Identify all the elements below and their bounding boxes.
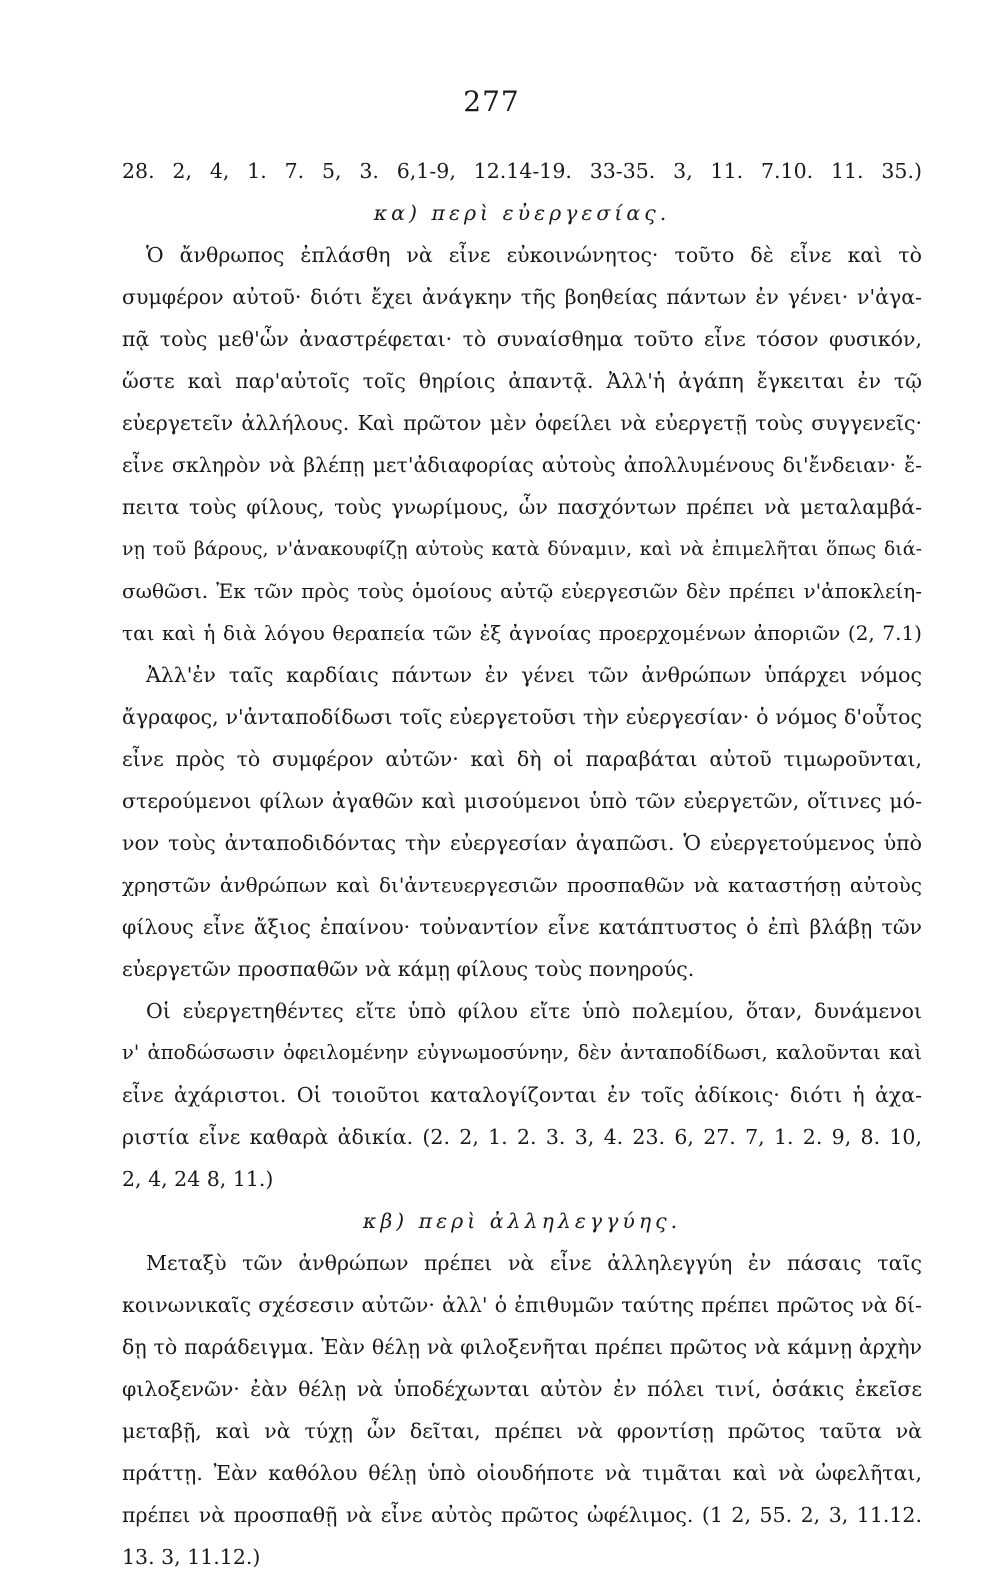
text-line: εἶνε σκληρὸν νὰ βλέπῃ μετ'ἀδιαφορίας αὐτοὺς ἀπολλυμένους δι'ἔνδειαν· ἔ-: [122, 453, 922, 477]
text-line: χρηστῶν ἀνθρώπων καὶ δι'ἀντευεργεσιῶν προσπαθῶν νὰ καταστήσῃ αὐτοὺς: [122, 873, 922, 897]
text-line: φίλους εἶνε ἄξιος ἐπαίνου· τοὐναντίον εἶνε κατάπτυστος ὁ ἐπὶ βλάβῃ τῶν: [122, 915, 922, 939]
text-line: δῃ τὸ παράδειγμα. Ἐὰν θέλῃ νὰ φιλοξενῆται πρέπει πρῶτος νὰ κάμνῃ ἀρχὴν: [122, 1335, 922, 1359]
text-line: Οἱ εὐεργετηθέντες εἴτε ὑπὸ φίλου εἴτε ὑπὸ πολεμίου, ὅταν, δυνάμενοι: [146, 999, 922, 1023]
text-body: [122, 150, 922, 1578]
text-line: φιλοξενῶν· ἐὰν θέλῃ νὰ ὑποδέχωνται αὐτὸν ἐν πόλει τινί, ὁσάκις ἐκεῖσε: [122, 1377, 922, 1401]
text-line: κοινωνικαῖς σχέσεσιν αὐτῶν· ἀλλ' ὁ ἐπιθυμῶν ταύτης πρέπει πρῶτος νὰ δί-: [122, 1293, 922, 1317]
text-line: 28. 2, 4, 1. 7. 5, 3. 6,1-9, 12.14-19. 33-35. 3, 11. 7.10. 11. 35.): [122, 159, 922, 183]
text-line: εὐεργετεῖν ἀλλήλους. Καὶ πρῶτον μὲν ὀφείλει νὰ εὐεργετῇ τοὺς συγγενεῖς·: [122, 411, 922, 435]
text-line: στερούμενοι φίλων ἀγαθῶν καὶ μισούμενοι ὑπὸ τῶν εὐεργετῶν, οἵτινες μό-: [122, 789, 922, 813]
text-line: Ὁ ἄνθρωπος ἐπλάσθη νὰ εἶνε εὐκοινώνητος· τοῦτο δὲ εἶνε καὶ τὸ: [146, 243, 922, 267]
text-line: ριστία εἶνε καθαρὰ ἀδικία. (2. 2, 1. 2. 3. 3, 4. 23. 6, 27. 7, 1. 2. 9, 8. 10,: [122, 1125, 922, 1149]
page-number: 277: [463, 85, 520, 118]
text-line: εἶνε πρὸς τὸ συμφέρον αὐτῶν· καὶ δὴ οἱ παραβάται αὐτοῦ τιμωροῦνται,: [122, 747, 922, 771]
text-line: πειτα τοὺς φίλους, τοὺς γνωρίμους, ὧν πασχόντων πρέπει νὰ μεταλαμβά-: [122, 495, 922, 519]
text-line: Ἀλλ'ἐν ταῖς καρδίαις πάντων ἐν γένει τῶν ἀνθρώπων ὑπάρχει νόμος: [146, 663, 922, 687]
section-heading: κα) περὶ εὐεργεσίας.: [373, 201, 671, 225]
text-line: ὥστε καὶ παρ'αὐτοῖς τοῖς θηρίοις ἀπαντᾷ. Ἀλλ'ἡ ἀγάπη ἔγκειται ἐν τῷ: [122, 369, 922, 393]
text-line: νῃ τοῦ βάρους, ν'ἀνακουφίζῃ αὐτοὺς κατὰ δύναμιν, καὶ νὰ ἐπιμελῆται ὅπως διά-: [122, 538, 922, 560]
text-line: σωθῶσι. Ἐκ τῶν πρὸς τοὺς ὁμοίους αὐτῷ εὐεργεσιῶν δὲν πρέπει ν'ἀποκλείη-: [122, 579, 922, 603]
text-line: ν' ἀποδώσωσιν ὀφειλομένην εὐγνωμοσύνην, δὲν ἀνταποδίδωσι, καλοῦνται καὶ: [122, 1041, 922, 1064]
text-line: πρέπει νὰ προσπαθῇ νὰ εἶνε αὐτὸς πρῶτος ὠφέλιμος. (1 2, 55. 2, 3, 11.12.: [122, 1503, 922, 1527]
text-line: συμφέρον αὐτοῦ· διότι ἔχει ἀνάγκην τῆς βοηθείας πάντων ἐν γένει· ν'ἀγα-: [122, 285, 922, 309]
text-line: 2, 4, 24 8, 11.): [122, 1167, 274, 1191]
text-line: νον τοὺς ἀνταποδιδόντας τὴν εὐεργεσίαν ἀγαπῶσι. Ὁ εὐεργετούμενος ὑπὸ: [122, 831, 922, 855]
text-line: 13. 3, 11.12.): [122, 1545, 261, 1569]
text-line: Μεταξὺ τῶν ἀνθρώπων πρέπει νὰ εἶνε ἀλληλεγγύη ἐν πάσαις ταῖς: [146, 1251, 922, 1275]
text-line: πράττῃ. Ἐὰν καθόλου θέλῃ ὑπὸ οἱουδήποτε νὰ τιμᾶται καὶ νὰ ὠφελῆται,: [122, 1461, 922, 1485]
text-line: πᾷ τοὺς μεθ'ὧν ἀναστρέφεται· τὸ συναίσθημα τοῦτο εἶνε τόσον φυσικόν,: [122, 327, 922, 351]
text-line: εὐεργετῶν προσπαθῶν νὰ κάμῃ φίλους τοὺς πονηρούς.: [122, 957, 695, 981]
text-line: ἄγραφος, ν'ἀνταποδίδωσι τοῖς εὐεργετοῦσι τὴν εὐεργεσίαν· ὁ νόμος δ'οὗτος: [122, 705, 922, 729]
section-heading: κβ) περὶ ἀλληλεγγύης.: [362, 1209, 682, 1233]
text-line: μεταβῇ, καὶ νὰ τύχῃ ὧν δεῖται, πρέπει νὰ φροντίσῃ πρῶτος ταῦτα νὰ: [122, 1419, 922, 1443]
text-line: εἶνε ἀχάριστοι. Οἱ τοιοῦτοι καταλογίζονται ἐν τοῖς ἀδίκοις· διότι ἡ ἀχα-: [122, 1083, 922, 1107]
text-line: ται καὶ ἡ διὰ λόγου θεραπεία τῶν ἐξ ἀγνοίας προερχομένων ἀποριῶν (2, 7.1): [122, 621, 922, 645]
